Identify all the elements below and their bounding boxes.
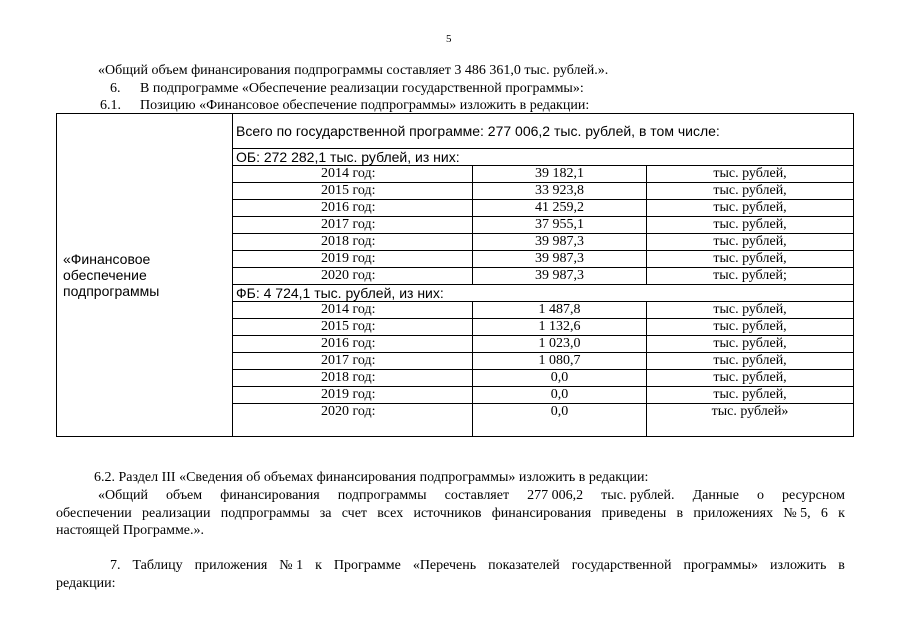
word: программы» <box>683 558 759 573</box>
financing-label-cell: «Финансовое обеспечение подпрограммы <box>57 114 233 437</box>
fb-unit-cell: тыс. рублей, <box>647 353 854 370</box>
word: показателей <box>488 558 560 573</box>
quote-line-1 <box>98 487 845 504</box>
item-6-2-text: 6.2. Раздел III «Сведения об объемах финансирования подпрограммы» изложить в редакции: <box>94 470 649 485</box>
subprogram-total-line: «Общий объем финансирования подпрограммы составляет 3 486 361,0 тыс. рублей.». <box>98 63 609 78</box>
fb-unit-cell: тыс. рублей, <box>647 370 854 387</box>
ob-year-cell: 2018 год: <box>233 234 473 251</box>
word: источников <box>413 506 482 521</box>
ob-year-cell: 2015 год: <box>233 183 473 200</box>
ob-unit-cell: тыс. рублей, <box>647 251 854 268</box>
item-6-text: В подпрограмме «Обеспечение реализации государственной программы»: <box>140 81 584 96</box>
ob-value-cell: 37 955,1 <box>473 217 647 234</box>
ob-unit-cell: тыс. рублей, <box>647 234 854 251</box>
fb-year-cell: 2019 год: <box>233 387 473 404</box>
ob-year-cell: 2014 год: <box>233 166 473 183</box>
word: подпрограммы <box>337 488 427 503</box>
word: Таблицу <box>132 558 183 573</box>
word: государственной <box>571 558 672 573</box>
word: финансирования <box>220 488 320 503</box>
word: приложениях <box>693 506 774 521</box>
ob-year-cell: 2017 год: <box>233 217 473 234</box>
fb-value-cell: 0,0 <box>473 370 647 387</box>
ob-value-cell: 39 987,3 <box>473 268 647 285</box>
ob-year-cell: 2019 год: <box>233 251 473 268</box>
word: ресурсном <box>782 488 845 503</box>
quote-line-3: настоящей Программе.». <box>56 523 205 538</box>
word: «Общий <box>98 488 148 503</box>
word: реализации <box>142 506 211 521</box>
quote-line-2 <box>56 505 845 522</box>
ob-value-cell: 41 259,2 <box>473 200 647 217</box>
page-number: 5 <box>446 33 452 45</box>
fb-unit-cell: тыс. рублей, <box>647 319 854 336</box>
ob-year-cell: 2016 год: <box>233 200 473 217</box>
word: изложить <box>770 558 827 573</box>
fb-year-cell: 2016 год: <box>233 336 473 353</box>
fb-year-cell: 2014 год: <box>233 302 473 319</box>
fb-unit-cell: тыс. рублей» <box>647 404 854 437</box>
word: за <box>319 506 332 521</box>
fb-year-cell: 2017 год: <box>233 353 473 370</box>
ob-unit-cell: тыс. рублей; <box>647 268 854 285</box>
word: 6 <box>820 506 828 521</box>
item-6-number: 6. <box>110 81 121 96</box>
word: всех <box>377 506 404 521</box>
word: о <box>756 488 764 503</box>
fb-unit-cell: тыс. рублей, <box>647 302 854 319</box>
fb-unit-cell: тыс. рублей, <box>647 387 854 404</box>
fb-year-cell: 2015 год: <box>233 319 473 336</box>
word: 277 006,2 <box>527 488 584 503</box>
fb-value-cell: 1 023,0 <box>473 336 647 353</box>
word: приложения <box>194 558 268 573</box>
fb-year-cell: 2020 год: <box>233 404 473 437</box>
ob-unit-cell: тыс. рублей, <box>647 183 854 200</box>
total-cell: Всего по государственной программе: 277 006,2 тыс. рублей, в том числе: <box>233 114 854 149</box>
word: объем <box>166 488 203 503</box>
word: к <box>315 558 322 573</box>
ob-value-cell: 39 987,3 <box>473 234 647 251</box>
fb-value-cell: 1 487,8 <box>473 302 647 319</box>
ob-value-cell: 33 923,8 <box>473 183 647 200</box>
word: «Перечень <box>412 558 477 573</box>
ob-value-cell: 39 182,1 <box>473 166 647 183</box>
word: 7. <box>110 558 121 573</box>
financing-table-body <box>57 114 854 437</box>
word: № 5, <box>783 506 811 521</box>
total-row <box>57 114 854 149</box>
item-6-1-text: Позицию «Финансовое обеспечение подпрограммы» изложить в редакции: <box>140 98 590 113</box>
financing-table <box>56 113 854 437</box>
word: тыс. рублей. <box>601 488 675 503</box>
ob-unit-cell: тыс. рублей, <box>647 166 854 183</box>
fb-year-cell: 2018 год: <box>233 370 473 387</box>
word: приведены <box>601 506 667 521</box>
ob-unit-cell: тыс. рублей, <box>647 217 854 234</box>
ob-value-cell: 39 987,3 <box>473 251 647 268</box>
word: обеспечении <box>56 506 132 521</box>
ob-header-cell: ОБ: 272 282,1 тыс. рублей, из них: <box>233 149 854 166</box>
item-7-line-2: редакции: <box>56 576 116 591</box>
word: № 1 <box>279 558 304 573</box>
item-7-line-1 <box>110 557 845 574</box>
fb-value-cell: 0,0 <box>473 404 647 437</box>
word: в <box>838 558 845 573</box>
fb-header-cell: ФБ: 4 724,1 тыс. рублей, из них: <box>233 285 854 302</box>
word: составляет <box>444 488 510 503</box>
ob-year-cell: 2020 год: <box>233 268 473 285</box>
word: в <box>676 506 684 521</box>
word: Программе <box>333 558 401 573</box>
fb-value-cell: 1 080,7 <box>473 353 647 370</box>
word: финансирования <box>491 506 592 521</box>
word: Данные <box>692 488 739 503</box>
item-6-1-number: 6.1. <box>100 98 121 113</box>
word: счет <box>341 506 368 521</box>
ob-unit-cell: тыс. рублей, <box>647 200 854 217</box>
fb-value-cell: 1 132,6 <box>473 319 647 336</box>
word: к <box>838 506 845 521</box>
word: подпрограммы <box>220 506 310 521</box>
fb-unit-cell: тыс. рублей, <box>647 336 854 353</box>
fb-value-cell: 0,0 <box>473 387 647 404</box>
